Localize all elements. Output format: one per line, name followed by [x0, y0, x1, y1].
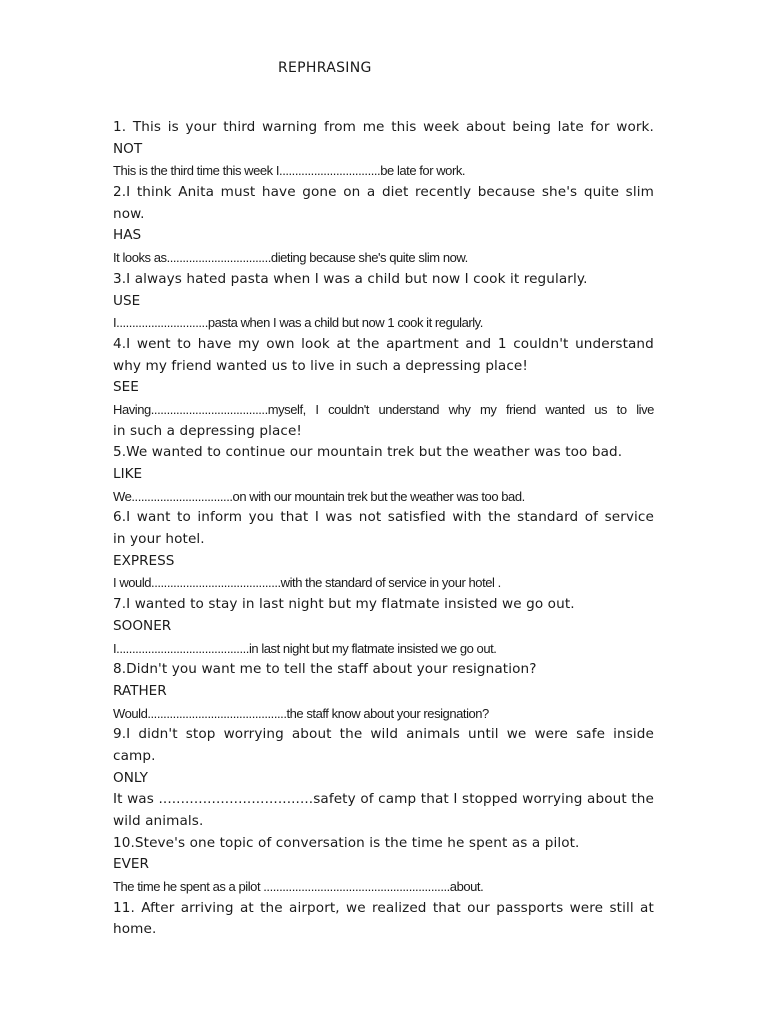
answer-line: It was ...................................safety of camp that I stopped worrying about the — [113, 791, 654, 808]
keyword-line: LIKE — [113, 466, 143, 482]
question-line: home. — [113, 921, 157, 938]
keyword-line: NOT — [113, 140, 143, 157]
question-line: 2.I think Anita must have gone on a diet recently because she's quite slim — [113, 184, 654, 201]
keyword-line: USE — [113, 292, 141, 309]
keyword-line: HAS — [113, 227, 142, 244]
answer-line: Would............................................the staff know about your resignation? — [113, 705, 489, 721]
exercise-content — [113, 117, 654, 941]
question-line: 8.Didn't you want me to tell the staff about your resignation? — [113, 661, 537, 678]
keyword-line: RATHER — [113, 682, 167, 699]
question-line: 4.I went to have my own look at the apartment and 1 couldn't understand — [113, 335, 654, 352]
answer-line: We................................on with our mountain trek but the weather was too bad. — [113, 488, 525, 504]
answer-line: This is the third time this week I................................be late for work. — [113, 163, 466, 179]
keyword-line: EXPRESS — [113, 552, 175, 569]
question-line: 7.I wanted to stay in last night but my flatmate insisted we go out. — [113, 596, 575, 613]
answer-line: I would.........................................with the standard of service in your hotel . — [113, 575, 501, 591]
keyword-line: SOONER — [113, 617, 172, 634]
question-line: in your hotel. — [113, 531, 205, 548]
keyword-line: SEE — [113, 379, 139, 396]
page-title: REPHRASING — [278, 60, 372, 76]
question-line: 6.I want to inform you that I was not satisfied with the standard of service — [113, 509, 654, 526]
question-line: 5.We wanted to continue our mountain trek but the weather was too bad. — [113, 444, 623, 461]
question-line: in such a depressing place! — [113, 422, 302, 439]
question-line: 11. After arriving at the airport, we realized that our passports were still at — [113, 899, 654, 916]
question-line: 3.I always hated pasta when I was a child but now I cook it regularly. — [113, 270, 588, 287]
question-line: 1. This is your third warning from me this week about being late for work. — [113, 119, 654, 135]
answer-line: The time he spent as a pilot ...........................................................about. — [113, 879, 484, 895]
answer-line: It looks as.................................dieting because she's quite slim now. — [113, 250, 468, 266]
answer-line: I..........................................in last night but my flatmate insisted we go out. — [113, 640, 497, 656]
keyword-line: EVER — [113, 856, 149, 873]
question-line: why my friend wanted us to live in such a depressing place! — [113, 357, 528, 374]
question-line: 10.Steve's one topic of conversation is the time he spent as a pilot. — [113, 834, 580, 851]
question-line: 9.I didn't stop worrying about the wild animals until we were safe inside — [113, 726, 654, 743]
answer-line: I.............................pasta when I was a child but now 1 cook it regularly. — [113, 315, 483, 331]
answer-line: Having.....................................myself, I couldn't understand why my friend wanted us to live — [113, 401, 654, 417]
question-line: camp. — [113, 747, 156, 764]
keyword-line: ONLY — [113, 769, 148, 786]
question-line: now. — [113, 205, 145, 222]
question-line: wild animals. — [113, 813, 204, 829]
